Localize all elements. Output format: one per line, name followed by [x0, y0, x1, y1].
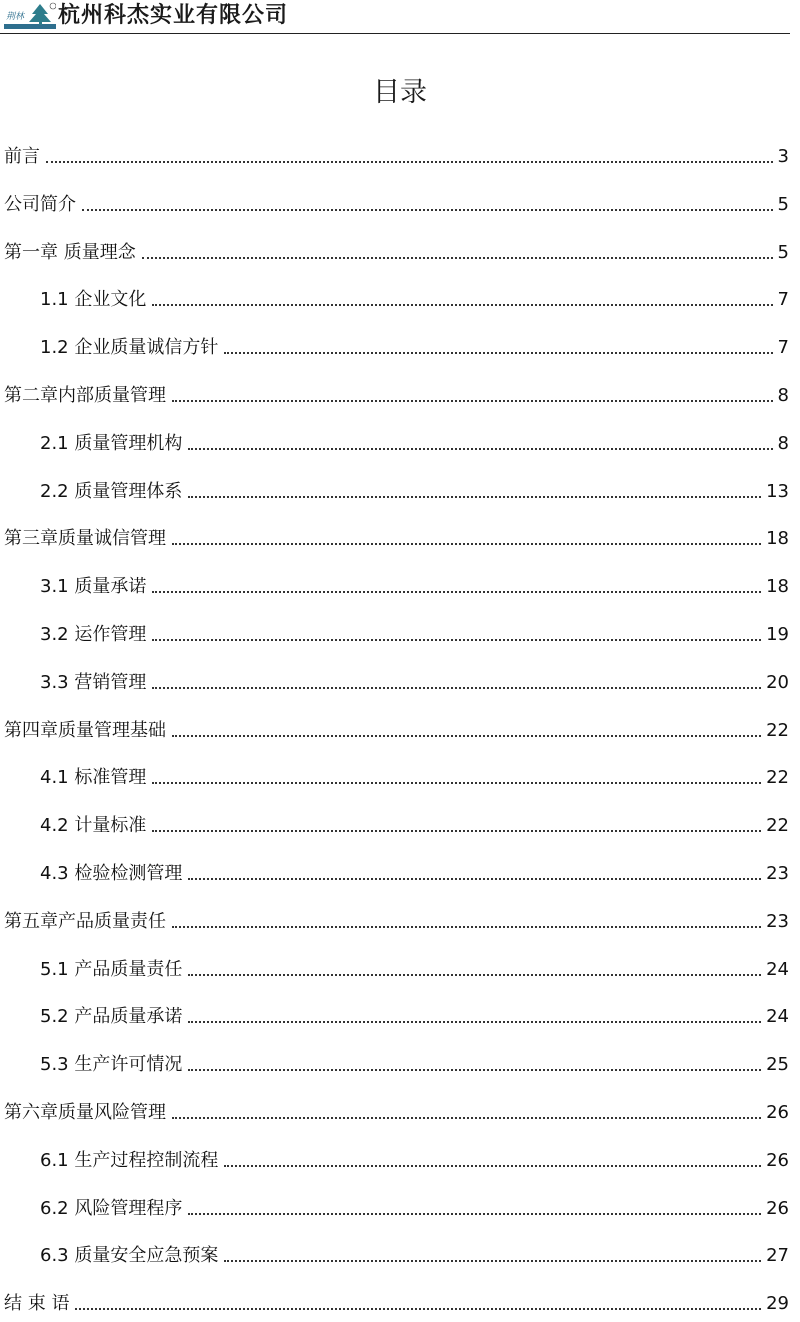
toc-subsection-entry[interactable]: [0, 858, 789, 886]
dot-leader: [188, 1021, 761, 1023]
toc-subsection-entry[interactable]: [0, 619, 789, 647]
dot-leader: [188, 878, 761, 880]
toc-entry-label: 4.3 检验检测管理: [40, 863, 183, 884]
toc-chapter-entry[interactable]: [0, 715, 789, 743]
dot-leader: [188, 496, 761, 498]
toc-entry-page-number: 22: [766, 815, 789, 836]
dot-leader: [172, 735, 761, 737]
toc-entry-label: 1.1 企业文化: [40, 289, 147, 310]
toc-subsection-entry[interactable]: [0, 571, 789, 599]
dot-leader: [152, 782, 761, 784]
toc-entry-label: 5.2 产品质量承诺: [40, 1006, 183, 1027]
dot-leader: [224, 352, 772, 354]
toc-entry-label: 6.3 质量安全应急预案: [40, 1245, 219, 1266]
toc-entry-label: 结 束 语: [4, 1293, 70, 1314]
dot-leader: [172, 926, 761, 928]
toc-entry-page-number: 18: [766, 528, 789, 549]
toc-entry-label: 2.1 质量管理机构: [40, 433, 183, 454]
dot-leader: [152, 639, 761, 641]
toc-subsection-entry[interactable]: [0, 954, 789, 982]
toc-entry-label: 第六章质量风险管理: [4, 1102, 166, 1123]
toc-entry-label: 4.1 标准管理: [40, 767, 147, 788]
toc-subsection-entry[interactable]: [0, 667, 789, 695]
toc-chapter-entry[interactable]: [0, 189, 789, 217]
toc-subsection-entry[interactable]: [0, 762, 789, 790]
toc-chapter-entry[interactable]: [0, 906, 789, 934]
toc-entry-page-number: 26: [766, 1198, 789, 1219]
toc-entry-label: 2.2 质量管理体系: [40, 481, 183, 502]
dot-leader: [224, 1260, 761, 1262]
toc-subsection-entry[interactable]: [0, 332, 789, 360]
toc-subsection-entry[interactable]: [0, 428, 789, 456]
toc-entry-label: 3.1 质量承诺: [40, 576, 147, 597]
toc-subsection-entry[interactable]: [0, 284, 789, 312]
toc-subsection-entry[interactable]: [0, 810, 789, 838]
toc-entry-page-number: 23: [766, 863, 789, 884]
toc-entry-page-number: 18: [766, 576, 789, 597]
toc-chapter-entry[interactable]: [0, 523, 789, 551]
toc-entry-page-number: 27: [766, 1245, 789, 1266]
toc-title: 目录: [373, 77, 427, 108]
toc-entry-page-number: 20: [766, 672, 789, 693]
toc-subsection-entry[interactable]: [0, 1145, 789, 1173]
dot-leader: [75, 1308, 761, 1310]
toc-entry-page-number: 7: [777, 337, 789, 358]
dot-leader: [188, 1069, 761, 1071]
company-name: 杭州科杰实业有限公司: [58, 3, 289, 28]
toc-entry-label: 第五章产品质量责任: [4, 911, 166, 932]
toc-entry-label: 第四章质量管理基础: [4, 720, 166, 741]
toc-entry-page-number: 8: [777, 433, 789, 454]
dot-leader: [172, 400, 773, 402]
toc-entry-label: 第二章内部质量管理: [4, 385, 166, 406]
toc-entry-page-number: 8: [777, 385, 789, 406]
dot-leader: [224, 1165, 761, 1167]
toc-entry-page-number: 13: [766, 481, 789, 502]
toc-subsection-entry[interactable]: [0, 1001, 789, 1029]
toc-entry-label: 3.2 运作管理: [40, 624, 147, 645]
dot-leader: [172, 543, 761, 545]
toc-entry-page-number: 19: [766, 624, 789, 645]
toc-entry-page-number: 24: [766, 959, 789, 980]
toc-entry-page-number: 24: [766, 1006, 789, 1027]
toc-entry-page-number: 23: [766, 911, 789, 932]
dot-leader: [46, 161, 773, 163]
toc-entry-label: 1.2 企业质量诚信方针: [40, 337, 219, 358]
dot-leader: [152, 591, 761, 593]
toc-entry-page-number: 26: [766, 1150, 789, 1171]
toc-entry-page-number: 22: [766, 767, 789, 788]
toc-entry-label: 6.2 风险管理程序: [40, 1198, 183, 1219]
dot-leader: [172, 1117, 761, 1119]
toc-entry-label: 前言: [4, 146, 40, 167]
toc-entry-label: 公司简介: [4, 194, 76, 215]
toc-entry-page-number: 3: [777, 146, 789, 167]
logo-text: 荆林: [6, 12, 25, 22]
toc-entry-page-number: 5: [777, 242, 789, 263]
toc-entry-label: 4.2 计量标准: [40, 815, 147, 836]
dot-leader: [152, 304, 772, 306]
toc-subsection-entry[interactable]: [0, 1240, 789, 1268]
toc-entry-page-number: 26: [766, 1102, 789, 1123]
toc-entry-page-number: 7: [777, 289, 789, 310]
toc-chapter-entry[interactable]: [0, 237, 789, 265]
toc-entry-label: 3.3 营销管理: [40, 672, 147, 693]
dot-leader: [142, 257, 773, 259]
dot-leader: [82, 209, 773, 211]
toc-entry-label: 5.3 生产许可情况: [40, 1054, 183, 1075]
dot-leader: [188, 448, 772, 450]
dot-leader: [152, 687, 761, 689]
dot-leader: [188, 974, 761, 976]
toc-subsection-entry[interactable]: [0, 476, 789, 504]
toc-subsection-entry[interactable]: [0, 1049, 789, 1077]
toc-entry-page-number: 5: [777, 194, 789, 215]
toc-entry-label: 6.1 生产过程控制流程: [40, 1150, 219, 1171]
toc-entry-page-number: 29: [766, 1293, 789, 1314]
toc-subsection-entry[interactable]: [0, 1193, 789, 1221]
dot-leader: [188, 1213, 761, 1215]
toc-chapter-entry[interactable]: [0, 380, 789, 408]
toc-entry-page-number: 25: [766, 1054, 789, 1075]
dot-leader: [152, 830, 761, 832]
toc-chapter-entry[interactable]: [0, 1288, 789, 1316]
toc-entry-label: 第一章 质量理念: [4, 242, 136, 263]
toc-entry-label: 5.1 产品质量责任: [40, 959, 183, 980]
toc-chapter-entry[interactable]: [0, 141, 789, 169]
toc-entry-label: 第三章质量诚信管理: [4, 528, 166, 549]
toc-chapter-entry[interactable]: [0, 1097, 789, 1125]
toc-entry-page-number: 22: [766, 720, 789, 741]
